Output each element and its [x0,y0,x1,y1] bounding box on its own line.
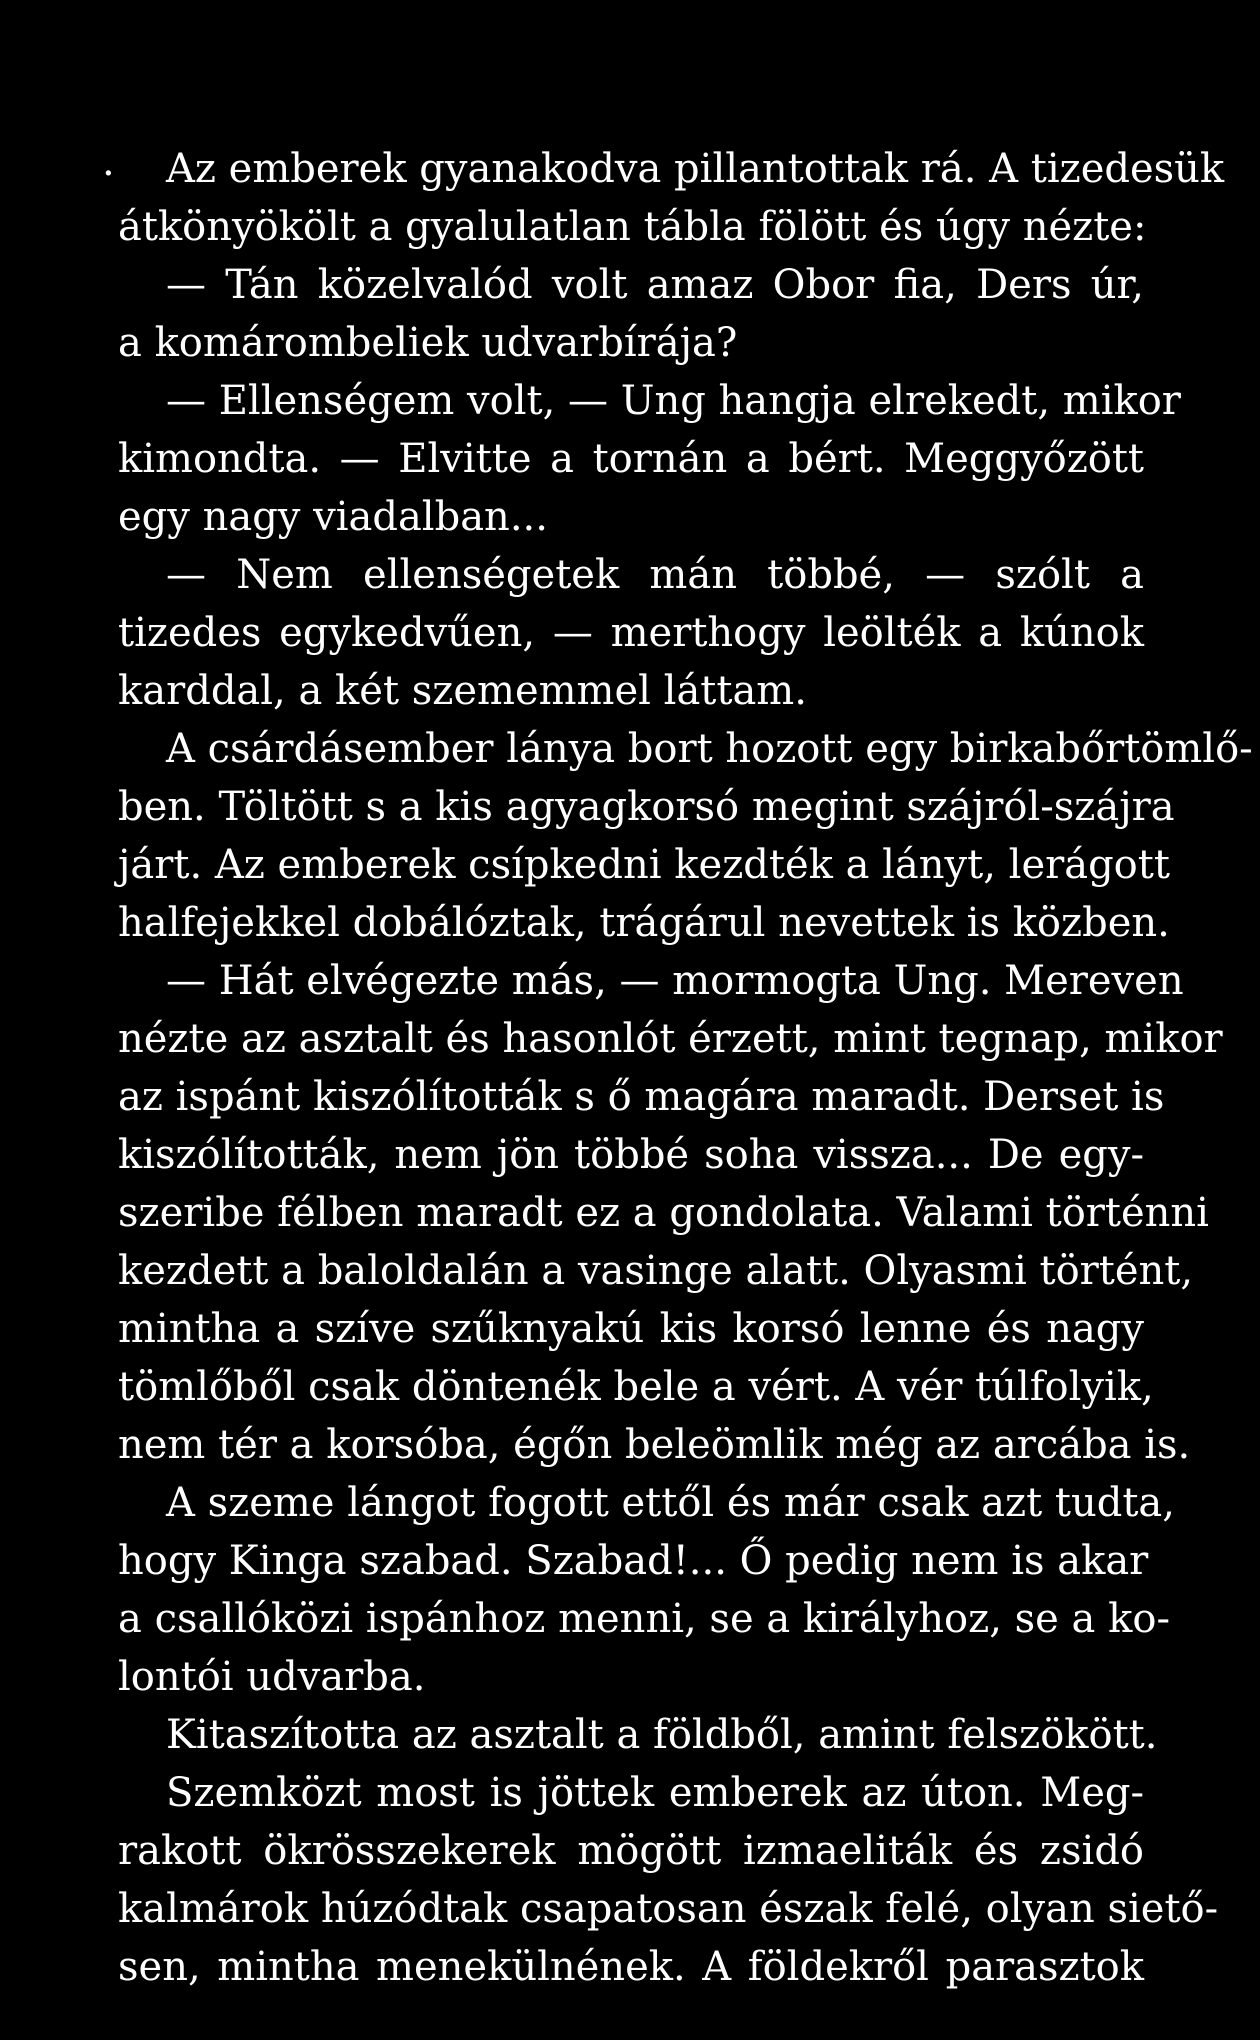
text-line: nem tér a korsóba, égőn beleömlik még az arcába is. [118,1422,1191,1468]
text-line: A csárdásember lánya bort hozott egy birkabőrtömlő- [166,726,1253,772]
text-line: Kitaszította az asztalt a földből, amint felszökött. [166,1712,1158,1758]
text-line: kimondta. — Elvitte a tornán a bért. Meggyőzött [118,436,1144,482]
text-line: kezdett a baloldalán a vasinge alatt. Olyasmi történt, [118,1248,1194,1294]
text-line: szeribe félben maradt ez a gondolata. Valami történni [118,1190,1209,1236]
text-line: mintha a szíve szűknyakú kis korsó lenne és nagy [118,1306,1144,1352]
text-line: a komárombeliek udvarbírája? [118,320,738,366]
text-line: — Tán közelvalód volt amaz Obor fia, Ders úr, [166,262,1144,308]
text-line: tömlőből csak döntenék bele a vért. A vér túlfolyik, [118,1364,1154,1410]
text-line: Szemközt most is jöttek emberek az úton. Meg- [166,1770,1144,1816]
text-line: halfejekkel dobálóztak, trágárul nevettek is közben. [118,900,1170,946]
text-line: hogy Kinga szabad. Szabad!... Ő pedig nem is akar [118,1538,1149,1584]
text-line: tizedes egykedvűen, — merthogy leölték a kúnok [118,610,1144,656]
leading-mark: . [102,139,115,185]
text-line: kiszólították, nem jön többé soha vissza... De egy- [118,1132,1144,1178]
text-line: — Hát elvégezte más, — mormogta Ung. Mereven [166,958,1184,1004]
text-line: a csallóközi ispánhoz menni, se a királyhoz, se a ko- [118,1596,1170,1642]
text-line: — Ellenségem volt, — Ung hangja elrekedt, mikor [166,378,1181,424]
text-line: az ispánt kiszólították s ő magára maradt. Derset is [118,1074,1165,1120]
text-line: sen, mintha menekülnének. A földekről parasztok [118,1944,1144,1990]
text-line: egy nagy viadalban... [118,494,548,540]
text-line: Az emberek gyanakodva pillantottak rá. A tizedesük [166,146,1225,192]
text-line: kalmárok húzódtak csapatosan észak felé, olyan siető- [118,1886,1219,1932]
text-line: — Nem ellenségetek mán többé, — szólt a [166,552,1144,598]
text-line: A szeme lángot fogott ettől és már csak azt tudta, [166,1480,1175,1526]
text-line: ben. Töltött s a kis agyagkorsó megint szájról-szájra [118,784,1175,830]
text-line: karddal, a két szememmel láttam. [118,668,807,714]
text-line: nézte az asztalt és hasonlót érzett, mint tegnap, mikor [118,1016,1223,1062]
text-line: rakott ökrösszekerek mögött izmaeliták és zsidó [118,1828,1144,1874]
text-line: lontói udvarba. [118,1654,426,1700]
text-line: járt. Az emberek csípkedni kezdték a lányt, lerágott [118,842,1170,888]
text-line: átkönyökölt a gyalulatlan tábla fölött és úgy nézte: [118,204,1147,250]
